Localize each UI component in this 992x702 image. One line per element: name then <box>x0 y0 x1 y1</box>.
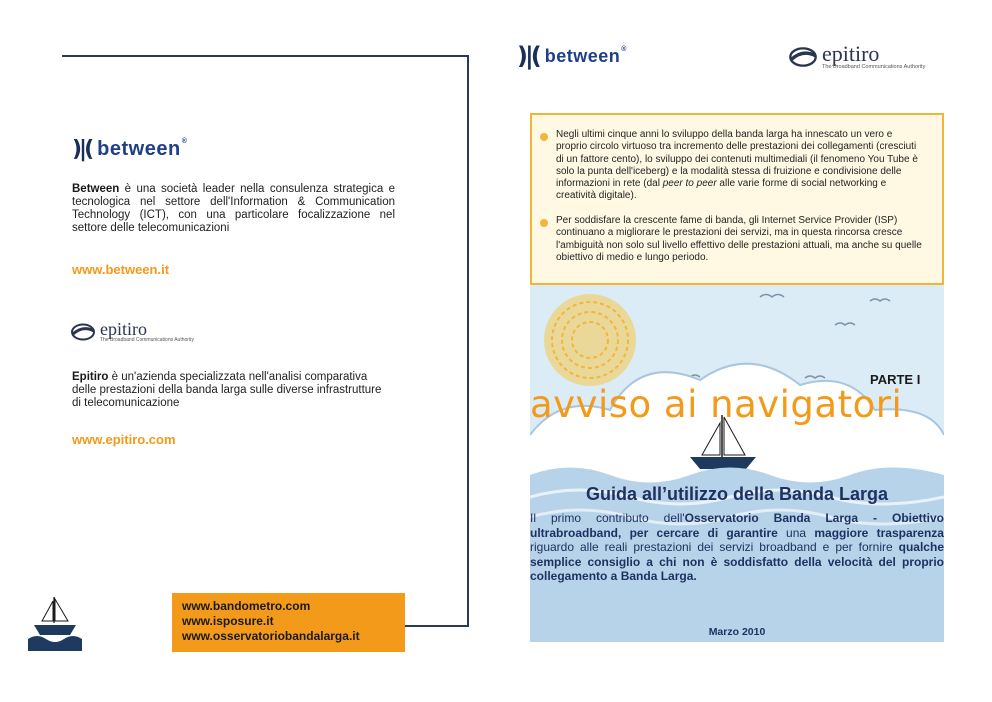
cover-illustration <box>530 285 944 642</box>
intro-note-box <box>530 113 944 285</box>
between-logo-mark: )|( <box>72 137 92 162</box>
epitiro-logo-name: epitiro <box>100 319 147 339</box>
epitiro-description: Epitiro è un'azienda specializzata nell'analisi comparativa delle prestazioni della banda larga sulle diverse infrastrutture di telecomunicazione <box>72 371 382 409</box>
epitiro-swirl-icon <box>788 45 818 69</box>
epitiro-swirl-icon <box>70 322 96 342</box>
boat-icon <box>28 593 82 651</box>
between-logo-word: between® <box>97 138 188 160</box>
epitiro-url-link[interactable]: www.epitiro.com <box>72 432 176 447</box>
frame-bottom-border <box>405 625 469 627</box>
bullet-icon <box>540 133 548 141</box>
website-link[interactable]: www.isposure.it <box>182 614 274 628</box>
cover-script-title: avviso ai navigatori <box>530 383 903 426</box>
websites-box <box>172 593 405 652</box>
intro-bullet-text: Negli ultimi cinque anni lo sviluppo della banda larga ha innescato un vero e proprio circolo virtuoso tra incremento delle prestazioni dei collegamenti (cresciuti di un fattore cento), lo sviluppo dei contenuti multimediali (il fenomeno You Tube è solo la punta dell'iceberg) e la modalità stessa di fruizione e condivisione delle informazioni in rete (dal peer to peer alle varie forme di social networking e creatività digitale). <box>556 129 918 202</box>
header-between-logo-word: between® <box>544 45 627 66</box>
header-epitiro-logo-tagline: The Broadband Communications Authority <box>822 64 926 70</box>
frame-top-border <box>62 55 468 57</box>
intro-bullet-text: Per soddisfare la crescente fame di banda, gli Internet Service Provider (ISP) continuano a migliorare le prestazioni dei servizi, ma in questa rincorsa cresce l'ambiguità non solo sul livello effettivo delle prestazioni attuali, ma anche su quelle obiettivo di medio e lungo periodo. <box>556 215 922 263</box>
between-url-link[interactable]: www.between.it <box>72 262 170 277</box>
guide-description: Il primo contributo dell'Osservatorio Banda Larga - Obiettivo ultrabroadband, per cercare di garantire una maggiore trasparenza riguardo alle reali prestazioni dei servizi broadband e per fornire qualche semplice consiglio a chi non è soddisfatto della velocità del proprio collegamento a Banda Larga. <box>530 511 944 583</box>
header-between-logo <box>517 42 627 70</box>
website-link[interactable]: www.bandometro.com <box>182 599 311 613</box>
header-epitiro-logo-name: epitiro <box>822 41 880 66</box>
between-logo <box>72 137 187 162</box>
bullet-icon <box>540 219 548 227</box>
epitiro-logo <box>70 321 194 343</box>
epitiro-logo-tagline: The Broadband Communications Authority <box>100 337 194 343</box>
frame-right-border <box>467 55 469 627</box>
guide-title: Guida all’utilizzo della Banda Larga <box>585 484 889 504</box>
header-between-logo-mark: )|( <box>517 42 539 70</box>
part-label: PARTE I <box>870 372 921 387</box>
publication-date: Marzo 2010 <box>708 626 766 638</box>
website-link[interactable]: www.osservatoriobandalarga.it <box>182 629 360 643</box>
header-epitiro-logo <box>788 41 926 70</box>
between-description: Between è una società leader nella consulenza strategica e tecnologica nel settore dell'Information & Communication Technology (ICT), con una particolare focalizzazione nel settore delle telecomunicazioni <box>72 183 395 234</box>
